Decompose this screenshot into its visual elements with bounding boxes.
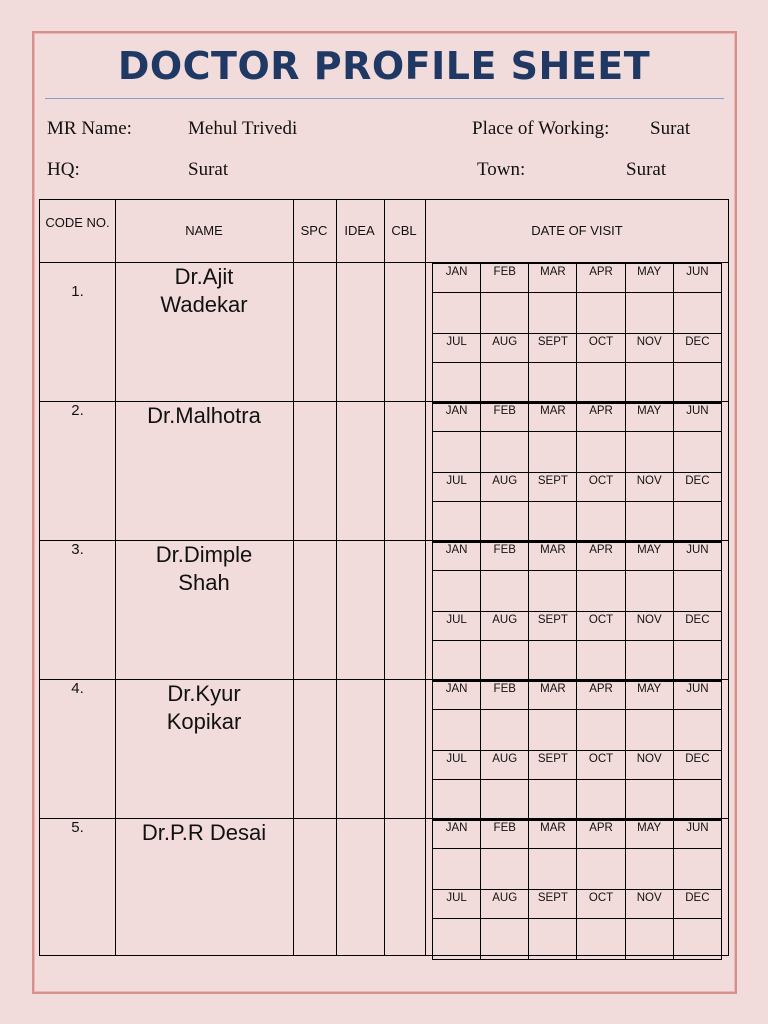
visit-date-cell[interactable] bbox=[529, 502, 577, 543]
visit-date-cell[interactable] bbox=[529, 641, 577, 682]
page-title: DOCTOR PROFILE SHEET bbox=[117, 44, 651, 88]
month-label: SEPT bbox=[529, 473, 577, 502]
month-label: JAN bbox=[433, 403, 481, 432]
month-label: APR bbox=[577, 403, 625, 432]
visit-date-cell[interactable] bbox=[625, 780, 673, 821]
row-doctor-name: Dr.Malhotra bbox=[147, 403, 261, 428]
visit-date-cell[interactable] bbox=[673, 849, 721, 890]
visit-date-cell[interactable] bbox=[433, 432, 481, 473]
month-label: SEPT bbox=[529, 612, 577, 641]
table-row bbox=[40, 680, 728, 819]
visit-date-cell[interactable] bbox=[481, 502, 529, 543]
visit-date-cell[interactable] bbox=[481, 363, 529, 404]
month-label: DEC bbox=[673, 612, 721, 641]
visit-date-cell[interactable] bbox=[529, 293, 577, 334]
visit-date-cell[interactable] bbox=[577, 780, 625, 821]
visit-date-cell[interactable] bbox=[481, 780, 529, 821]
month-label: OCT bbox=[577, 612, 625, 641]
visit-date-cell[interactable] bbox=[625, 432, 673, 473]
mr-name-label: MR Name: bbox=[47, 118, 132, 139]
row-code: 5. bbox=[71, 819, 84, 836]
row-doctor-name: Dr.Dimple Shah bbox=[155, 542, 253, 595]
table-row bbox=[40, 402, 728, 541]
visit-date-cell[interactable] bbox=[529, 432, 577, 473]
month-label: OCT bbox=[577, 751, 625, 780]
row-code: 2. bbox=[71, 402, 84, 419]
visit-date-cell[interactable] bbox=[673, 919, 721, 960]
month-label: OCT bbox=[577, 334, 625, 363]
visit-date-cell[interactable] bbox=[577, 641, 625, 682]
visit-date-cell[interactable] bbox=[625, 293, 673, 334]
row-code: 1. bbox=[71, 283, 84, 300]
month-label: JUN bbox=[673, 264, 721, 293]
month-label: JAN bbox=[433, 542, 481, 571]
visit-date-cell[interactable] bbox=[529, 780, 577, 821]
month-label: JUL bbox=[433, 890, 481, 919]
month-label: MAR bbox=[529, 403, 577, 432]
visit-date-cell[interactable] bbox=[433, 849, 481, 890]
visit-date-cell[interactable] bbox=[673, 641, 721, 682]
visit-date-cell[interactable] bbox=[529, 919, 577, 960]
month-label: DEC bbox=[673, 890, 721, 919]
visit-date-cell[interactable] bbox=[481, 919, 529, 960]
visit-date-cell[interactable] bbox=[625, 571, 673, 612]
visit-date-cell[interactable] bbox=[481, 293, 529, 334]
month-label: DEC bbox=[673, 751, 721, 780]
visit-month-grid bbox=[432, 402, 722, 541]
month-label: NOV bbox=[625, 612, 673, 641]
visit-date-cell[interactable] bbox=[673, 502, 721, 543]
visit-date-cell[interactable] bbox=[577, 363, 625, 404]
visit-date-cell[interactable] bbox=[577, 571, 625, 612]
row-doctor-name: Dr.P.R Desai bbox=[141, 820, 267, 845]
month-label: DEC bbox=[673, 473, 721, 502]
month-label: JUN bbox=[673, 403, 721, 432]
visit-date-cell[interactable] bbox=[433, 571, 481, 612]
month-label: JAN bbox=[433, 264, 481, 293]
visit-date-cell[interactable] bbox=[625, 641, 673, 682]
month-label: APR bbox=[577, 264, 625, 293]
month-table bbox=[432, 680, 722, 821]
month-label: AUG bbox=[481, 890, 529, 919]
month-table bbox=[432, 541, 722, 682]
month-label: MAY bbox=[625, 542, 673, 571]
visit-date-cell[interactable] bbox=[433, 641, 481, 682]
visit-date-cell[interactable] bbox=[673, 710, 721, 751]
month-label: JAN bbox=[433, 820, 481, 849]
month-label: NOV bbox=[625, 890, 673, 919]
month-label: MAR bbox=[529, 264, 577, 293]
visit-date-cell[interactable] bbox=[625, 919, 673, 960]
visit-date-cell[interactable] bbox=[529, 849, 577, 890]
table-row bbox=[40, 263, 728, 402]
month-label: JUL bbox=[433, 334, 481, 363]
month-label: JUL bbox=[433, 612, 481, 641]
visit-date-cell[interactable] bbox=[481, 571, 529, 612]
month-label: MAY bbox=[625, 681, 673, 710]
month-label: AUG bbox=[481, 334, 529, 363]
month-label: FEB bbox=[481, 403, 529, 432]
month-label: OCT bbox=[577, 473, 625, 502]
month-label: JUL bbox=[433, 751, 481, 780]
visit-month-grid bbox=[432, 819, 722, 958]
month-label: JUN bbox=[673, 681, 721, 710]
month-label: OCT bbox=[577, 890, 625, 919]
month-label: AUG bbox=[481, 612, 529, 641]
visit-date-cell[interactable] bbox=[577, 293, 625, 334]
visit-date-cell[interactable] bbox=[673, 780, 721, 821]
header-date-of-visit: DATE OF VISIT bbox=[531, 223, 623, 238]
visit-date-cell[interactable] bbox=[433, 919, 481, 960]
month-label: SEPT bbox=[529, 890, 577, 919]
visit-date-cell[interactable] bbox=[625, 849, 673, 890]
header-idea: IDEA bbox=[344, 223, 375, 238]
visit-date-cell[interactable] bbox=[481, 641, 529, 682]
visit-date-cell[interactable] bbox=[529, 363, 577, 404]
month-label: MAY bbox=[625, 403, 673, 432]
month-label: FEB bbox=[481, 820, 529, 849]
visit-date-cell[interactable] bbox=[529, 710, 577, 751]
month-label: SEPT bbox=[529, 751, 577, 780]
row-code: 3. bbox=[71, 541, 84, 558]
visit-date-cell[interactable] bbox=[577, 432, 625, 473]
month-label: MAY bbox=[625, 264, 673, 293]
hq-value: Surat bbox=[188, 159, 229, 180]
header-code: CODE NO. bbox=[45, 215, 110, 230]
visit-date-cell[interactable] bbox=[481, 849, 529, 890]
month-label: AUG bbox=[481, 751, 529, 780]
town-value: Surat bbox=[626, 159, 667, 180]
visit-date-cell[interactable] bbox=[577, 710, 625, 751]
visit-date-cell[interactable] bbox=[673, 432, 721, 473]
month-table bbox=[432, 263, 722, 404]
visit-month-grid bbox=[432, 680, 722, 819]
header-cbl: CBL bbox=[391, 223, 417, 238]
visit-date-cell[interactable] bbox=[433, 502, 481, 543]
row-doctor-name: Dr.Ajit Wadekar bbox=[160, 264, 248, 317]
visit-date-cell[interactable] bbox=[673, 571, 721, 612]
month-label: NOV bbox=[625, 751, 673, 780]
visit-month-grid bbox=[432, 263, 722, 402]
header-name: NAME bbox=[185, 223, 223, 238]
month-label: DEC bbox=[673, 334, 721, 363]
visit-date-cell[interactable] bbox=[577, 849, 625, 890]
visit-month-grid bbox=[432, 541, 722, 680]
visit-date-cell[interactable] bbox=[625, 710, 673, 751]
month-label: JAN bbox=[433, 681, 481, 710]
month-table bbox=[432, 819, 722, 960]
visit-date-cell[interactable] bbox=[481, 710, 529, 751]
month-label: MAR bbox=[529, 681, 577, 710]
visit-date-cell[interactable] bbox=[577, 919, 625, 960]
visit-date-cell[interactable] bbox=[625, 502, 673, 543]
visit-date-cell[interactable] bbox=[433, 780, 481, 821]
header-spc: SPC bbox=[300, 223, 328, 238]
visit-date-cell[interactable] bbox=[625, 363, 673, 404]
visit-date-cell[interactable] bbox=[433, 710, 481, 751]
place-of-working-label: Place of Working: bbox=[472, 118, 610, 139]
visit-date-cell[interactable] bbox=[433, 293, 481, 334]
month-table bbox=[432, 402, 722, 543]
visit-date-cell[interactable] bbox=[673, 363, 721, 404]
month-label: APR bbox=[577, 542, 625, 571]
town-label: Town: bbox=[477, 159, 526, 180]
row-code: 4. bbox=[71, 680, 84, 697]
month-label: MAY bbox=[625, 820, 673, 849]
mr-name-value: Mehul Trivedi bbox=[188, 118, 298, 139]
month-label: FEB bbox=[481, 264, 529, 293]
month-label: NOV bbox=[625, 334, 673, 363]
table-row bbox=[40, 541, 728, 680]
table-row bbox=[40, 819, 728, 958]
month-label: SEPT bbox=[529, 334, 577, 363]
month-label: MAR bbox=[529, 820, 577, 849]
month-label: APR bbox=[577, 681, 625, 710]
visit-date-cell[interactable] bbox=[673, 293, 721, 334]
row-doctor-name: Dr.Kyur Kopikar bbox=[166, 681, 242, 734]
month-label: FEB bbox=[481, 681, 529, 710]
month-label: NOV bbox=[625, 473, 673, 502]
hq-label: HQ: bbox=[47, 159, 80, 180]
visit-date-cell[interactable] bbox=[433, 363, 481, 404]
visit-date-cell[interactable] bbox=[481, 432, 529, 473]
month-label: MAR bbox=[529, 542, 577, 571]
visit-date-cell[interactable] bbox=[529, 571, 577, 612]
month-label: JUL bbox=[433, 473, 481, 502]
visit-date-cell[interactable] bbox=[577, 502, 625, 543]
month-label: APR bbox=[577, 820, 625, 849]
month-label: JUN bbox=[673, 542, 721, 571]
title-divider bbox=[45, 98, 724, 99]
doctor-table bbox=[39, 199, 729, 956]
month-label: AUG bbox=[481, 473, 529, 502]
place-of-working-value: Surat bbox=[650, 118, 691, 139]
month-label: FEB bbox=[481, 542, 529, 571]
month-label: JUN bbox=[673, 820, 721, 849]
